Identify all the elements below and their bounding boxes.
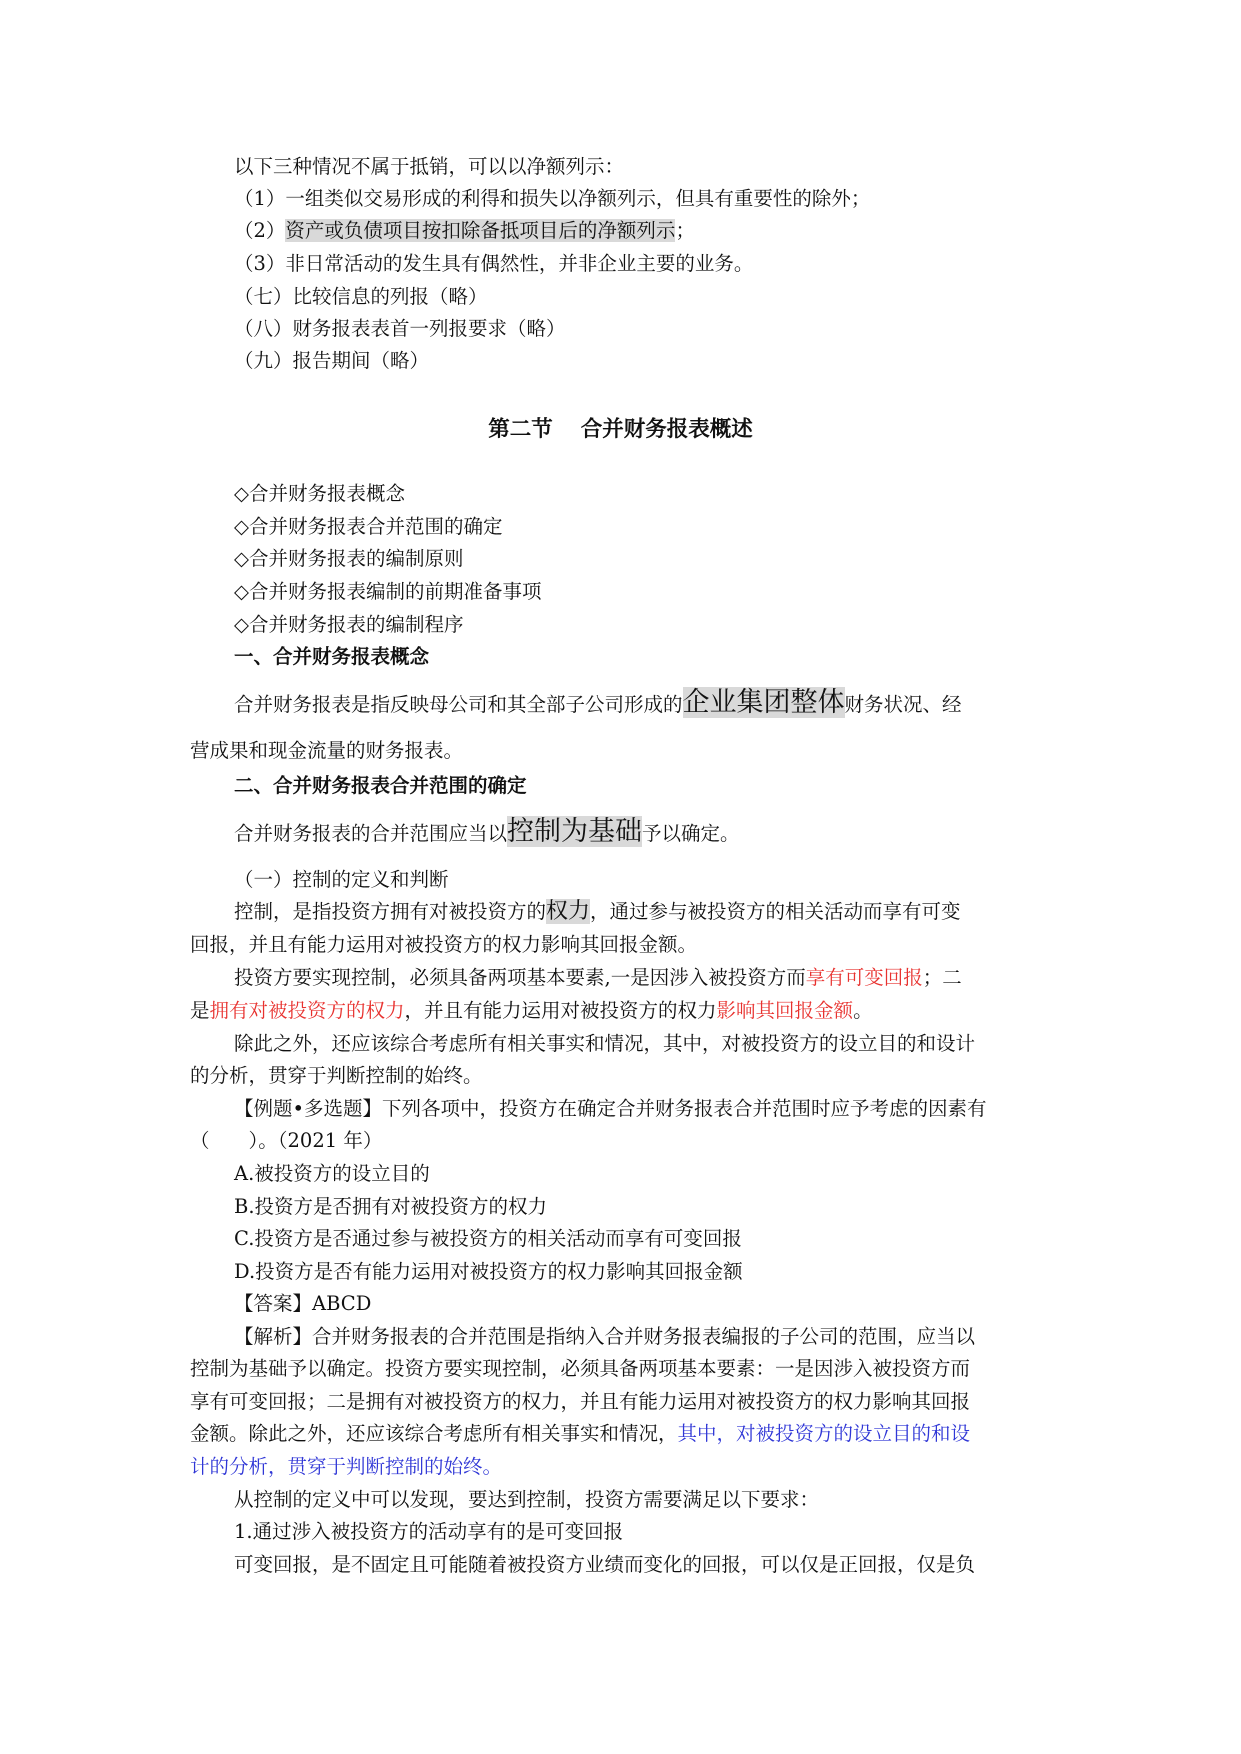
list-item: （3）非日常活动的发生具有偶然性，并非企业主要的业务。	[234, 252, 754, 275]
emphasis-red: 享有可变回报	[805, 966, 923, 989]
section-title: 第二节 合并财务报表概述	[488, 417, 753, 442]
intro-text: 以下三种情况不属于抵销，可以以净额列示：	[234, 155, 625, 178]
emphasis-red: 影响其回报金额	[716, 999, 854, 1022]
explanation-text: 金额。除此之外，还应该综合考虑所有相关事实和情况，其中，对被投资方的设立目的和设	[190, 1422, 971, 1445]
explanation-text: 享有可变回报；二是拥有对被投资方的权力，并且有能力运用对被投资方的权力影响其回报	[190, 1390, 971, 1413]
heading-part1: 一、合并财务报表概念	[234, 645, 430, 668]
paragraph: 合并财务报表的合并范围应当以控制为基础予以确定。	[234, 816, 740, 847]
toc-item: ◇合并财务报表的编制程序	[234, 613, 464, 636]
list-item: （八）财务报表表首一列报要求（略）	[234, 317, 566, 340]
emphasis-blue: 其中，对被投资方的设立目的和设	[677, 1422, 971, 1445]
option-c: C.投资方是否通过参与被投资方的相关活动而享有可变回报	[234, 1227, 742, 1250]
list-item: （七）比较信息的列报（略）	[234, 285, 488, 308]
paragraph-continuation: 营成果和现金流量的财务报表。	[190, 739, 464, 762]
paragraph: 控制，是指投资方拥有对被投资方的权力，通过参与被投资方的相关活动而享有可变	[234, 899, 961, 924]
subheading: （一）控制的定义和判断	[234, 868, 449, 891]
explanation-text: 控制为基础予以确定。投资方要实现控制，必须具备两项基本要素：一是因涉入被投资方而	[190, 1357, 971, 1380]
numbered-point: 1.通过涉入被投资方的活动享有的是可变回报	[234, 1520, 624, 1543]
highlighted-text: 控制为基础	[507, 816, 643, 847]
paragraph-continuation: 是拥有对被投资方的权力，并且有能力运用对被投资方的权力影响其回报金额。	[190, 999, 873, 1022]
toc-item: ◇合并财务报表概念	[234, 482, 405, 505]
highlighted-text: 资产或负债项目按扣除备抵项目后的净额列示	[285, 219, 676, 242]
paragraph-continuation: 回报，并且有能力运用对被投资方的权力影响其回报金额。	[190, 933, 698, 956]
explanation-text: 计的分析，贯穿于判断控制的始终。	[190, 1455, 503, 1478]
highlighted-text: 权力	[546, 899, 591, 924]
question-text: 【例题•多选题】下列各项中，投资方在确定合并财务报表合并范围时应予考虑的因素有	[234, 1097, 987, 1120]
paragraph: 合并财务报表是指反映母公司和其全部子公司形成的企业集团整体财务状况、经	[234, 687, 962, 718]
paragraph: 可变回报，是不固定且可能随着被投资方业绩而变化的回报，可以仅是正回报，仅是负	[234, 1553, 976, 1576]
heading-part2: 二、合并财务报表合并范围的确定	[234, 774, 527, 797]
option-a: A.被投资方的设立目的	[234, 1162, 430, 1185]
list-item: （1）一组类似交易形成的利得和损失以净额列示，但具有重要性的除外；	[234, 187, 871, 210]
highlighted-text: 企业集团整体	[682, 687, 845, 718]
explanation-text: 【解析】合并财务报表的合并范围是指纳入合并财务报表编报的子公司的范围，应当以	[234, 1325, 976, 1348]
paragraph: 从控制的定义中可以发现，要达到控制，投资方需要满足以下要求：	[234, 1488, 820, 1511]
emphasis-red: 拥有对被投资方的权力	[209, 999, 405, 1022]
question-text: （ ）。（2021 年）	[190, 1129, 383, 1152]
paragraph: 投资方要实现控制，必须具备两项基本要素,一是因涉入被投资方而享有可变回报；二	[234, 966, 962, 989]
answer-text: 【答案】ABCD	[234, 1292, 372, 1315]
toc-item: ◇合并财务报表合并范围的确定	[234, 515, 503, 538]
option-b: B.投资方是否拥有对被投资方的权力	[234, 1195, 548, 1218]
list-item: （九）报告期间（略）	[234, 349, 430, 372]
toc-item: ◇合并财务报表编制的前期准备事项	[234, 580, 542, 603]
list-item: （2）资产或负债项目按扣除备抵项目后的净额列示；	[234, 219, 695, 242]
paragraph-continuation: 的分析，贯穿于判断控制的始终。	[190, 1064, 483, 1087]
paragraph: 除此之外，还应该综合考虑所有相关事实和情况，其中，对被投资方的设立目的和设计	[234, 1032, 976, 1055]
option-d: D.投资方是否有能力运用对被投资方的权力影响其回报金额	[234, 1260, 743, 1283]
toc-item: ◇合并财务报表的编制原则	[234, 547, 464, 570]
